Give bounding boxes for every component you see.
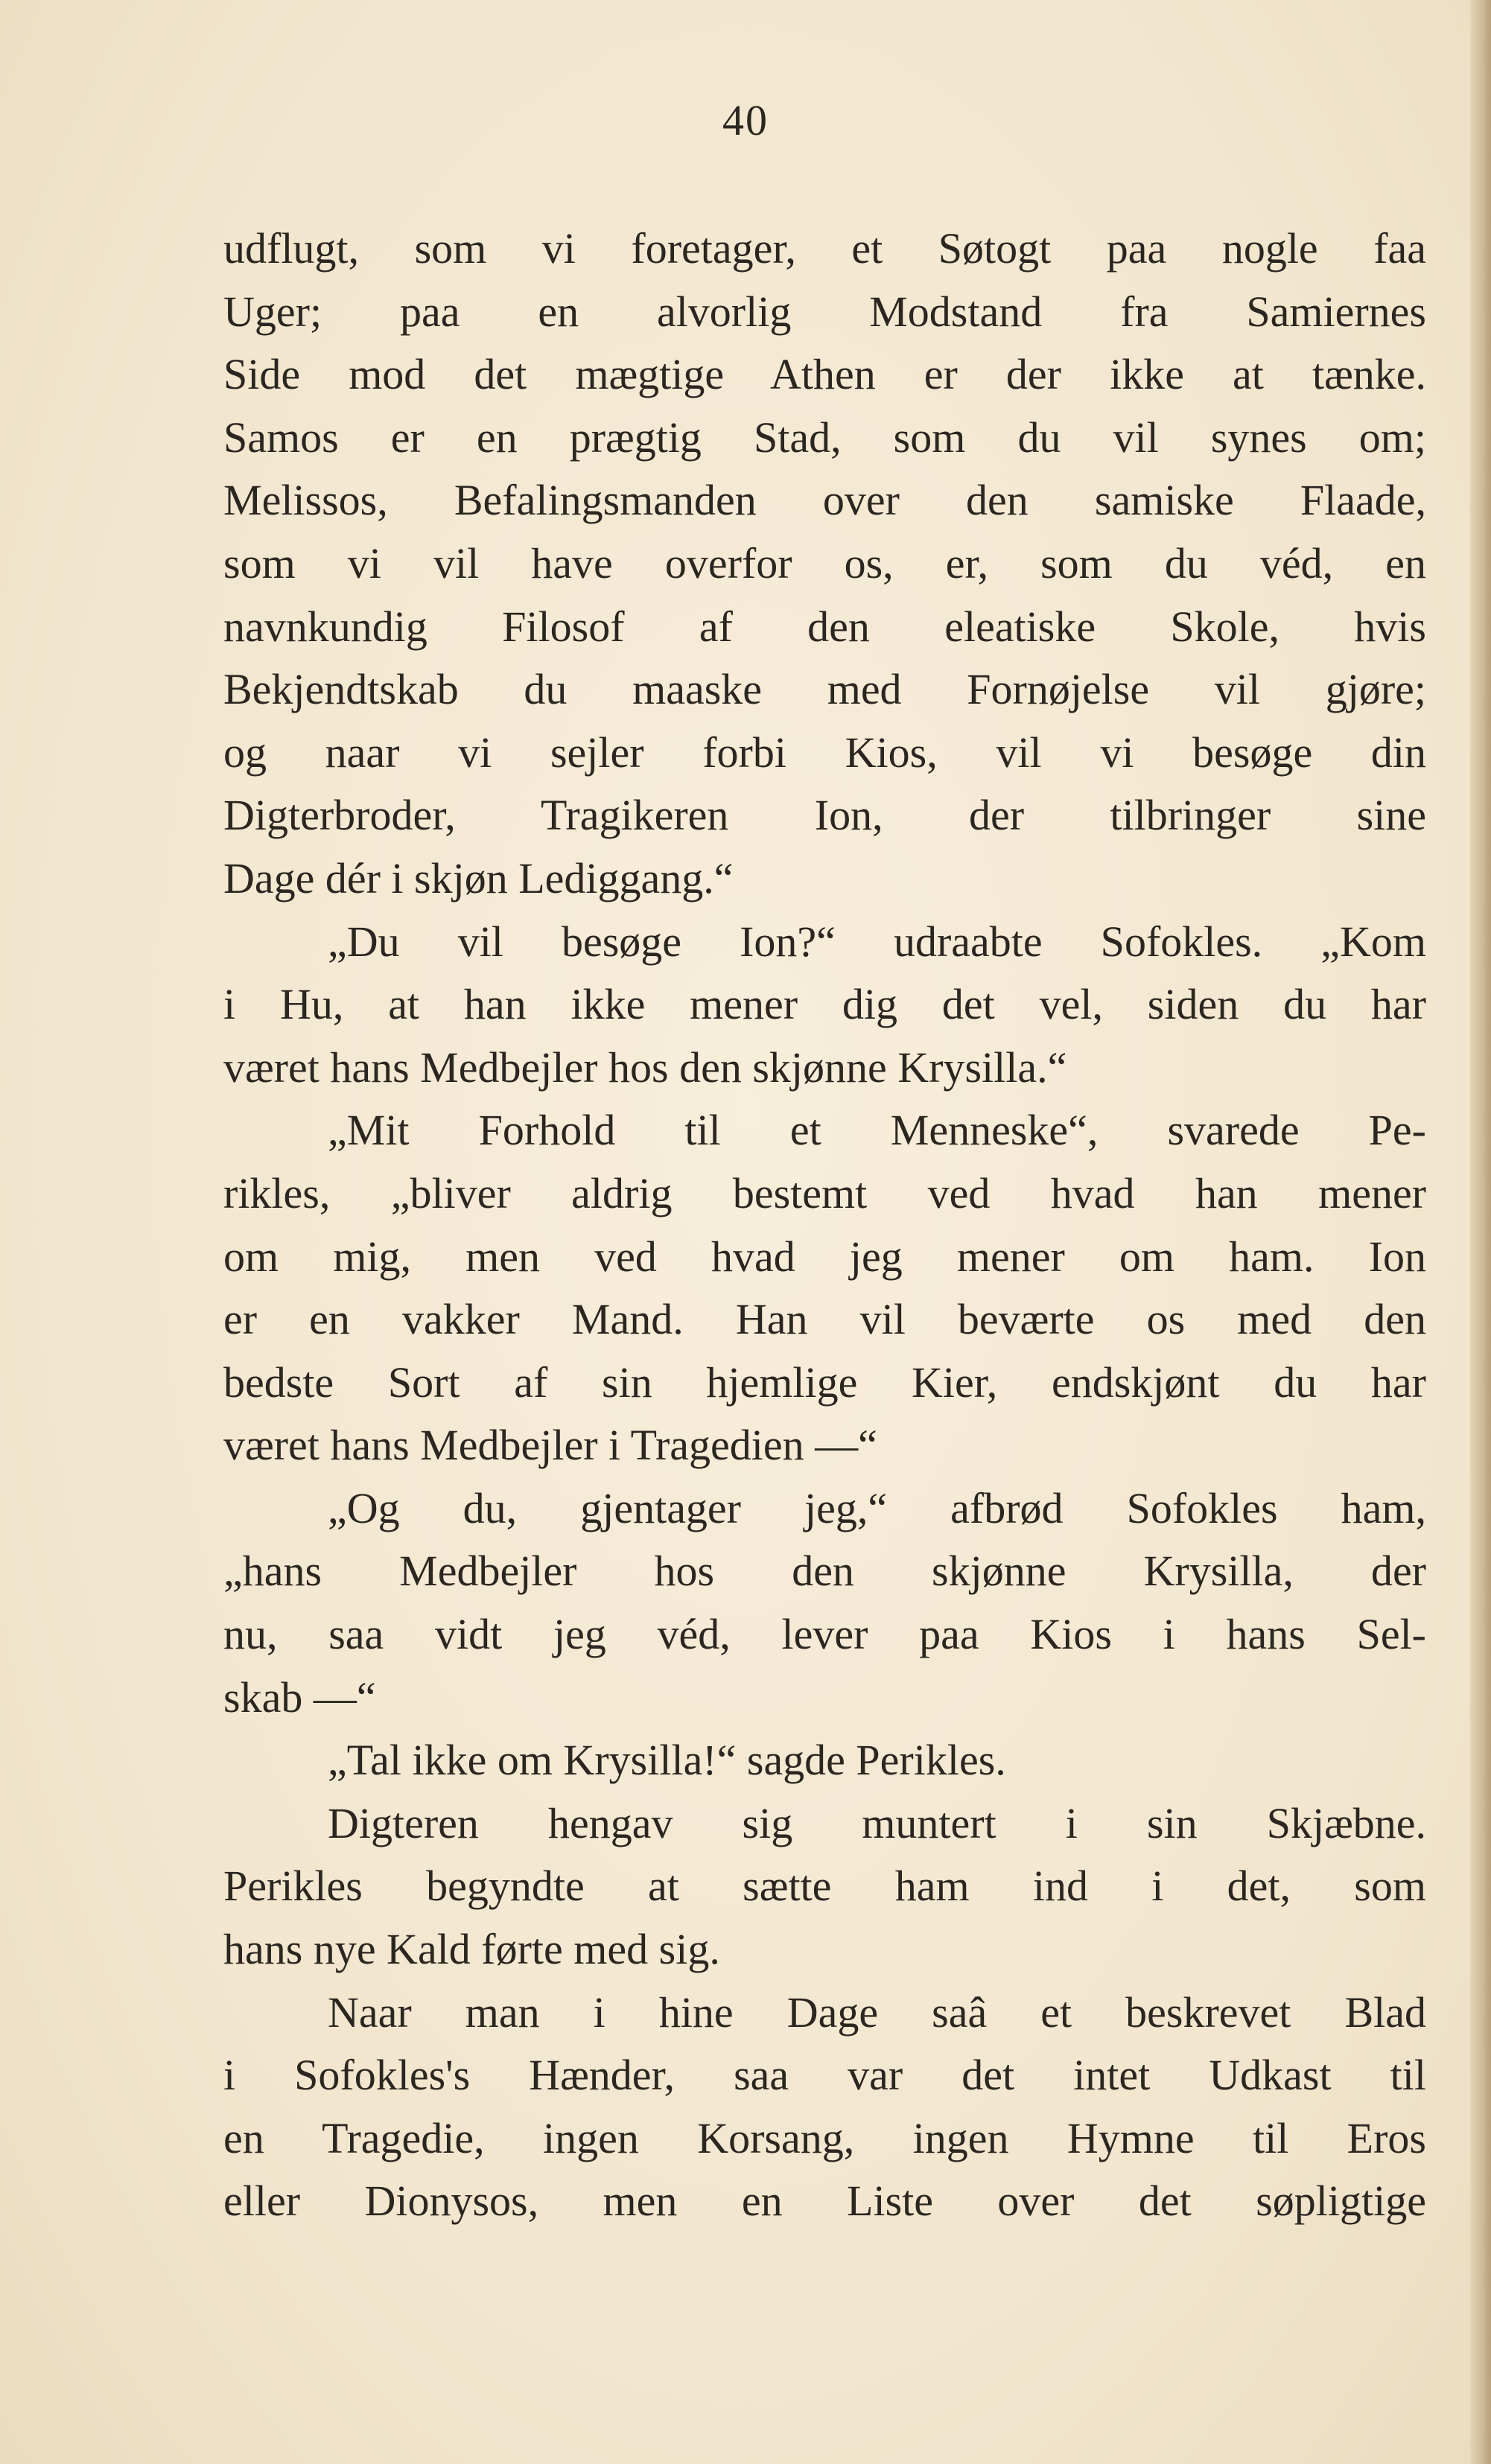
text-line: Perikles begyndte at sætte ham ind i det, som	[223, 1862, 1426, 1911]
text-line: en Tragedie, ingen Korsang, ingen Hymne til Eros	[223, 2113, 1426, 2162]
text-line: og naar vi sejler forbi Kios, vil vi besøge din	[223, 728, 1426, 777]
text-line: Bekjendtskab du maaske med Fornøjelse vil gjøre;	[223, 665, 1426, 714]
text-line: er en vakker Mand. Han vil beværte os med den	[223, 1295, 1426, 1344]
text-line: nu, saa vidt jeg véd, lever paa Kios i hans Sel-	[223, 1610, 1426, 1659]
text-line: „Mit Forhold til et Menneske“, svarede Pe-	[328, 1106, 1426, 1155]
text-line: „hans Medbejler hos den skjønne Krysilla, der	[223, 1547, 1426, 1596]
text-line: udflugt, som vi foretager, et Søtogt paa nogle faa	[223, 224, 1426, 273]
text-line: Digteren hengav sig muntert i sin Skjæbne.	[328, 1798, 1426, 1847]
page-number: 40	[722, 96, 769, 144]
text-line: Dage dér i skjøn Lediggang.“	[223, 853, 734, 902]
text-line: i Hu, at han ikke mener dig det vel, siden du har	[223, 980, 1426, 1029]
text-line: eller Dionysos, men en Liste over det søpligtige	[223, 2177, 1426, 2226]
text-line: været hans Medbejler i Tragedien —“	[223, 1421, 877, 1470]
text-line: bedste Sort af sin hjemlige Kier, endskjønt du har	[223, 1357, 1426, 1407]
text-line: om mig, men ved hvad jeg mener om ham. Ion	[223, 1232, 1426, 1281]
text-line: Side mod det mægtige Athen er der ikke at tænke.	[223, 350, 1426, 399]
text-line: været hans Medbejler hos den skjønne Krysilla.“	[223, 1042, 1067, 1092]
text-line: Uger; paa en alvorlig Modstand fra Samiernes	[223, 287, 1426, 336]
page-edge-shadow	[1470, 0, 1491, 2464]
text-line: „Og du, gjentager jeg,“ afbrød Sofokles ham,	[328, 1483, 1426, 1532]
text-line: Digterbroder, Tragikeren Ion, der tilbringer sine	[223, 791, 1426, 840]
text-line: som vi vil have overfor os, er, som du véd, en	[223, 538, 1426, 588]
text-line: i Sofokles's Hænder, saa var det intet Udkast til	[223, 2051, 1426, 2100]
text-line: „Tal ikke om Krysilla!“ sagde Perikles.	[328, 1736, 1006, 1785]
text-line: rikles, „bliver aldrig bestemt ved hvad han mener	[223, 1168, 1426, 1217]
text-line: Samos er en prægtig Stad, som du vil synes om;	[223, 413, 1426, 462]
body-text	[223, 217, 1426, 2233]
text-line: Melissos, Befalingsmanden over den samiske Flaade,	[223, 476, 1426, 525]
text-line: Naar man i hine Dage saâ et beskrevet Blad	[328, 1987, 1426, 2037]
text-line: hans nye Kald førte med sig.	[223, 1925, 720, 1974]
text-line: „Du vil besøge Ion?“ udraabte Sofokles. „Kom	[328, 917, 1426, 966]
text-line: skab —“	[223, 1672, 376, 1722]
text-line: navnkundig Filosof af den eleatiske Skole, hvis	[223, 602, 1426, 651]
